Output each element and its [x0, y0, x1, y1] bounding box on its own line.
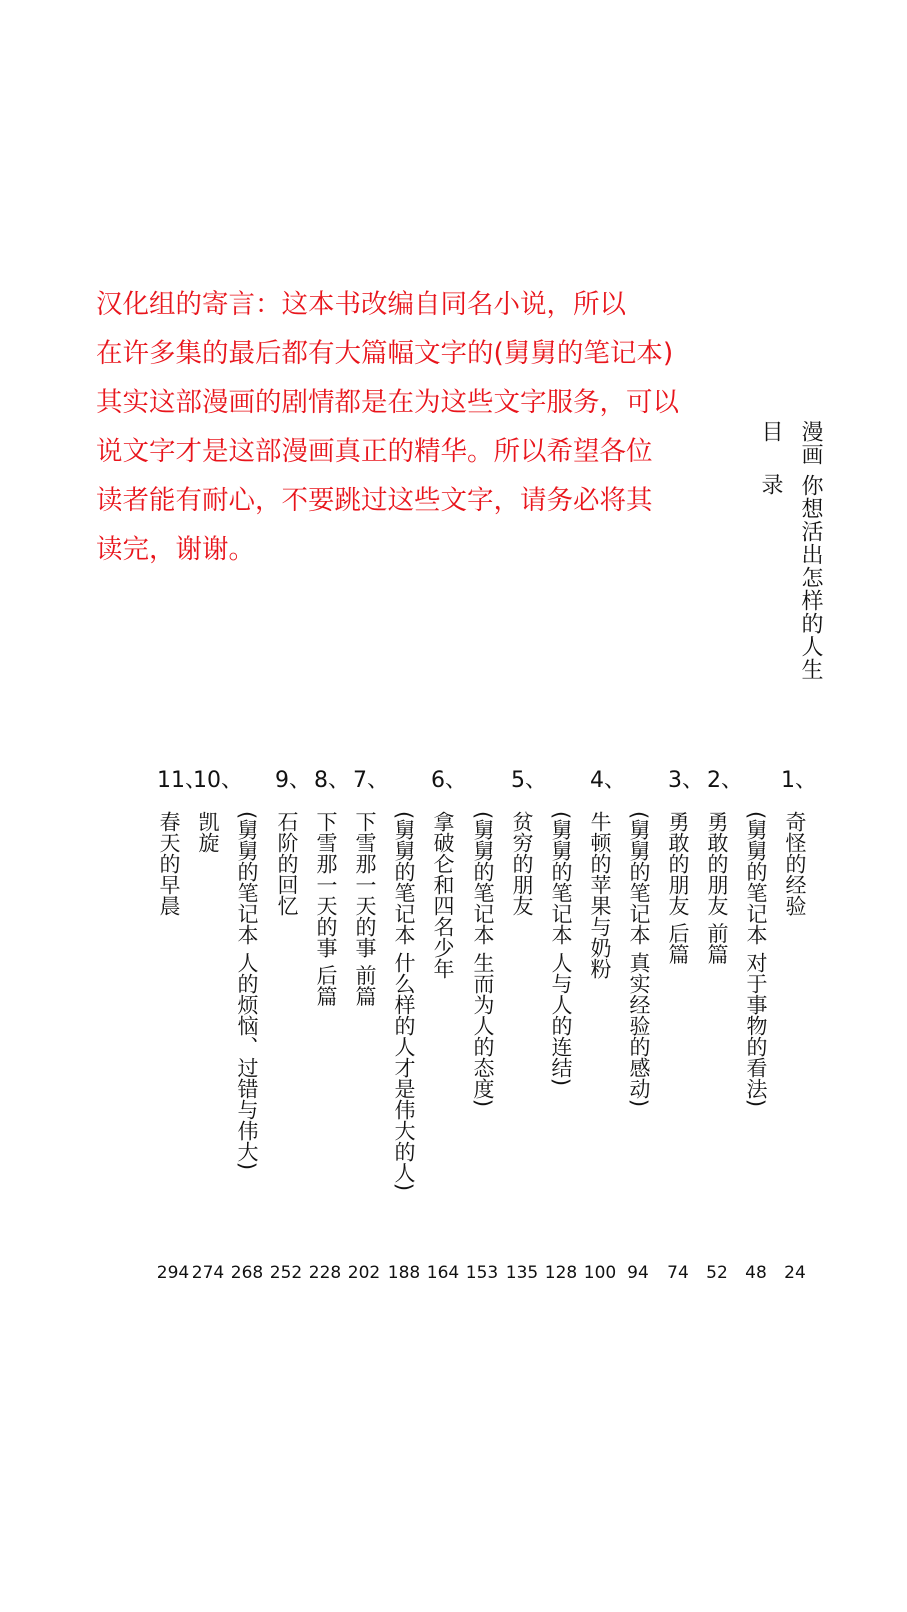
toc-entry-number: 1、 — [781, 768, 817, 793]
toc-entry-page: 135 — [505, 1263, 539, 1283]
toc-entry-title: 勇敢的朋友 前篇 — [705, 811, 729, 965]
toc-entry-title: 牛顿的苹果与奶粉 — [588, 811, 612, 979]
toc-entry-page: 94 — [627, 1263, 649, 1283]
translator-note-line: 读完，谢谢。 — [96, 534, 255, 565]
translator-note-line: 在许多集的最后都有大篇幅文字的(舅舅的笔记本) — [96, 338, 674, 369]
toc-entry-number: 5、 — [511, 768, 547, 793]
translator-note-line: 其实这部漫画的剧情都是在为这些文字服务，可以 — [96, 387, 679, 418]
toc-entry-page: 153 — [465, 1263, 499, 1283]
book-title: 漫画 你想活出怎样的人生 — [798, 420, 823, 681]
toc-entry-page: 188 — [387, 1263, 421, 1283]
translator-note-line: 读者能有耐心，不要跳过这些文字，请务必将其 — [96, 485, 653, 516]
toc-heading: 目 录 — [758, 420, 783, 507]
toc-entry-title: (舅舅的笔记本 真实经验的感动) — [627, 811, 651, 1108]
toc-entry-page: 252 — [269, 1263, 303, 1283]
toc-entry-number: 7、 — [353, 768, 389, 793]
toc-entry-title: (舅舅的笔记本 生而为人的态度) — [471, 811, 495, 1108]
toc-entry-number: 9、 — [275, 768, 311, 793]
toc-entry-page: 202 — [347, 1263, 381, 1283]
toc-entry-number: 4、 — [590, 768, 626, 793]
toc-entry-title: (舅舅的笔记本 人与人的连结) — [549, 811, 573, 1087]
translator-note — [96, 280, 746, 574]
toc-entry-page: 24 — [784, 1263, 806, 1283]
toc-entry-title: (舅舅的笔记本 人的烦恼、过错与伟大) — [235, 811, 259, 1171]
toc-entry-page: 268 — [230, 1263, 264, 1283]
toc-entry-number: 10、 — [193, 768, 243, 793]
toc-entry-title: 勇敢的朋友 后篇 — [666, 811, 690, 965]
toc-entry-title: 奇怪的经验 — [783, 811, 807, 916]
toc-entry-page: 274 — [191, 1263, 225, 1283]
toc-entry-page: 294 — [156, 1263, 190, 1283]
toc-entry-page: 100 — [583, 1263, 617, 1283]
toc-entry-title: 凯旋 — [196, 811, 220, 853]
toc-entry-title: 春天的早晨 — [157, 811, 181, 916]
toc-entry-number: 11、 — [157, 768, 207, 793]
toc-entry-page: 128 — [544, 1263, 578, 1283]
toc-entry-title: 石阶的回忆 — [275, 811, 299, 916]
toc-entry-page: 52 — [706, 1263, 728, 1283]
toc-entry-title: 下雪那一天的事 后篇 — [314, 811, 338, 1007]
translator-note-line: 汉化组的寄言：这本书改编自同名小说，所以 — [96, 289, 626, 320]
toc-entry-page: 74 — [667, 1263, 689, 1283]
toc-entry-title: (舅舅的笔记本 对于事物的看法) — [744, 811, 768, 1108]
toc-entry-number: 2、 — [707, 768, 743, 793]
toc-entry-title: 拿破仑和四名少年 — [431, 811, 455, 979]
toc-entry-page: 164 — [426, 1263, 460, 1283]
toc-entry-number: 8、 — [314, 768, 350, 793]
translator-note-line: 说文字才是这部漫画真正的精华。所以希望各位 — [96, 436, 653, 467]
toc-entry-title: 下雪那一天的事 前篇 — [353, 811, 377, 1007]
toc-entry-page: 228 — [308, 1263, 342, 1283]
toc-entry-title: 贫穷的朋友 — [510, 811, 534, 916]
toc-entry-title: (舅舅的笔记本 什么样的人才是伟大的人) — [392, 811, 416, 1192]
toc-entry-number: 6、 — [431, 768, 467, 793]
toc-entry-number: 3、 — [668, 768, 704, 793]
toc-entry-page: 48 — [745, 1263, 767, 1283]
